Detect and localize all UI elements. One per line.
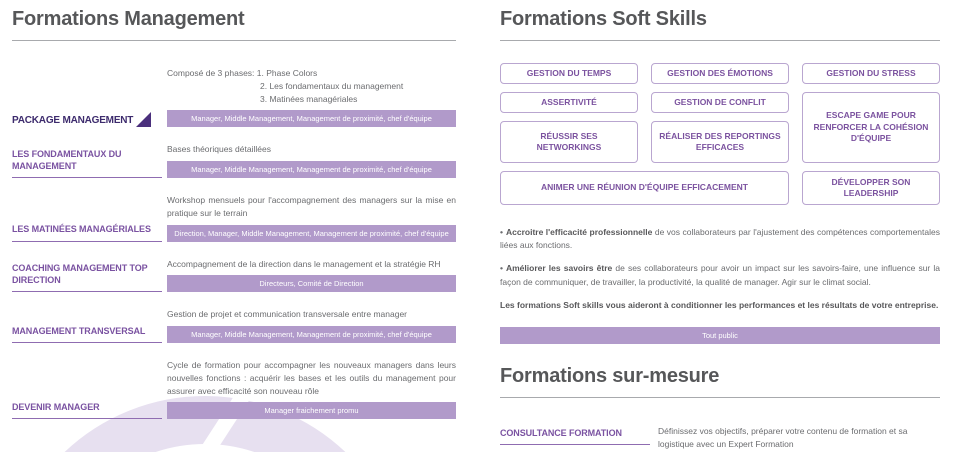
program-label: DEVENIR MANAGER: [12, 401, 162, 419]
phase-line-1: Composé de 3 phases: 1. Phase Colors: [167, 68, 318, 78]
soft-skills-section-title: Formations Soft Skills: [500, 8, 940, 41]
skill-box-animer-reunion: ANIMER UNE RÉUNION D'ÉQUIPE EFFICACEMENT: [500, 171, 789, 205]
program-content: [167, 194, 456, 242]
program-description: Workshop mensuels pour l'accompagnement des managers sur la mise en pratique sur le terrain: [167, 195, 456, 218]
program-content: [167, 143, 456, 178]
program-row-fondamentaux: [12, 143, 456, 178]
program-content: [167, 359, 456, 419]
soft-skills-closing-statement: Les formations Soft skills vous aideront à conditionner les performances et les résultats de votre entreprise.: [500, 299, 939, 310]
program-row-consultance: [500, 425, 940, 451]
audience-bar: Manager fraichement promu: [167, 402, 456, 419]
audience-bar: Manager, Middle Management, Management de proximité, chef d'équipe: [167, 110, 456, 127]
program-description: Définissez vos objectifs, préparer votre contenu de formation et sa logistique avec un Expert Formation: [658, 426, 908, 450]
audience-bar: Manager, Middle Management, Management de proximité, chef d'équipe: [167, 161, 456, 178]
audience-bar: Directeurs, Comité de Direction: [167, 275, 456, 292]
program-description: Accompagnement de la direction dans le management et la stratégie RH: [167, 258, 441, 269]
program-description: Cycle de formation pour accompagner les nouveaux managers dans leurs nouvelles fonctions : acquérir les bases et les outils du management pour assurer avec efficacité son nouveau rôle: [167, 360, 456, 396]
program-label: LES FONDAMENTAUX DU MANAGEMENT: [12, 148, 162, 178]
skill-box-gestion-de-conflit: GESTION DE CONFLIT: [651, 92, 789, 113]
program-content: [167, 308, 456, 343]
program-description: Bases théoriques détaillées: [167, 144, 271, 155]
program-label: COACHING MANAGEMENT TOP DIRECTION: [12, 262, 162, 292]
audience-bar: Manager, Middle Management, Management de proximité, chef d'équipe: [167, 326, 456, 343]
skill-box-assertivite: ASSERTIVITÉ: [500, 92, 638, 113]
program-content: [167, 258, 456, 293]
bullet-icon: •: [500, 263, 503, 274]
program-label-text: PACKAGE MANAGEMENT: [12, 114, 134, 126]
program-label: LES MATINÉES MANAGÉRIALES: [12, 223, 162, 241]
benefit-bold-text: Améliorer les savoirs être: [505, 263, 613, 274]
audience-bar: Direction, Manager, Middle Management, Management de proximité, chef d'équipe: [167, 225, 456, 242]
program-label: CONSULTANCE FORMATION: [500, 428, 650, 445]
program-row-transversal: [12, 308, 456, 343]
program-row-package-management: [12, 67, 456, 127]
sur-mesure-section-title: Formations sur-mesure: [500, 365, 940, 398]
skill-box-reporting-efficaces: RÉALISER DES REPORTINGS EFFICACES: [651, 121, 789, 163]
phase-line-3: 3. Matinées managériales: [260, 93, 358, 104]
bullet-icon: •: [500, 227, 503, 237]
benefit-bullet-2: [500, 262, 940, 288]
skill-box-gestion-des-emotions: GESTION DES ÉMOTIONS: [651, 63, 789, 84]
phase-line-2: 2. Les fondamentaux du management: [260, 80, 404, 91]
audience-bar-tout-public: Tout public: [500, 327, 940, 344]
program-description: Gestion de projet et communication transversale entre manager: [167, 309, 408, 320]
benefit-rest-text: de vos collaborateurs par l'ajustement des compétences comportementales liées aux fonctions.: [500, 227, 940, 251]
program-description: [167, 67, 456, 105]
soft-skills-benefits: [500, 226, 940, 311]
program-label: MANAGEMENT TRANSVERSAL: [12, 325, 162, 343]
benefit-bullet-1: [500, 226, 940, 252]
skill-box-gestion-du-temps: GESTION DU TEMPS: [500, 63, 638, 84]
management-section: [12, 8, 456, 435]
skill-box-escape-game: ESCAPE GAME POUR RENFORCER LA COHÉSION D'ÉQUIPE: [802, 92, 940, 163]
program-row-devenir-manager: [12, 359, 456, 419]
triangle-icon: [136, 112, 151, 127]
soft-skills-grid: [500, 63, 940, 205]
soft-skills-section: [500, 8, 940, 451]
benefit-bold-text: Accroitre l'efficacité professionnelle: [505, 227, 653, 237]
program-content: [167, 67, 456, 127]
management-program-list: [12, 67, 456, 419]
management-section-title: Formations Management: [12, 8, 456, 41]
skill-box-developper-leadership: DÉVELOPPER SON LEADERSHIP: [802, 171, 940, 205]
program-row-coaching: [12, 258, 456, 293]
skill-box-reussir-networkings: RÉUSSIR SES NETWORKINGS: [500, 121, 638, 163]
program-label: [12, 112, 162, 127]
program-row-matinees: [12, 194, 456, 242]
benefit-rest-text: de ses collaborateurs pour avoir un impact sur les savoirs-faire, une influence sur la façon de communiquer, de travailler, la productivité, la qualité de manager. Agir sur le climat social.: [500, 263, 940, 287]
skill-box-gestion-du-stress: GESTION DU STRESS: [802, 63, 940, 84]
